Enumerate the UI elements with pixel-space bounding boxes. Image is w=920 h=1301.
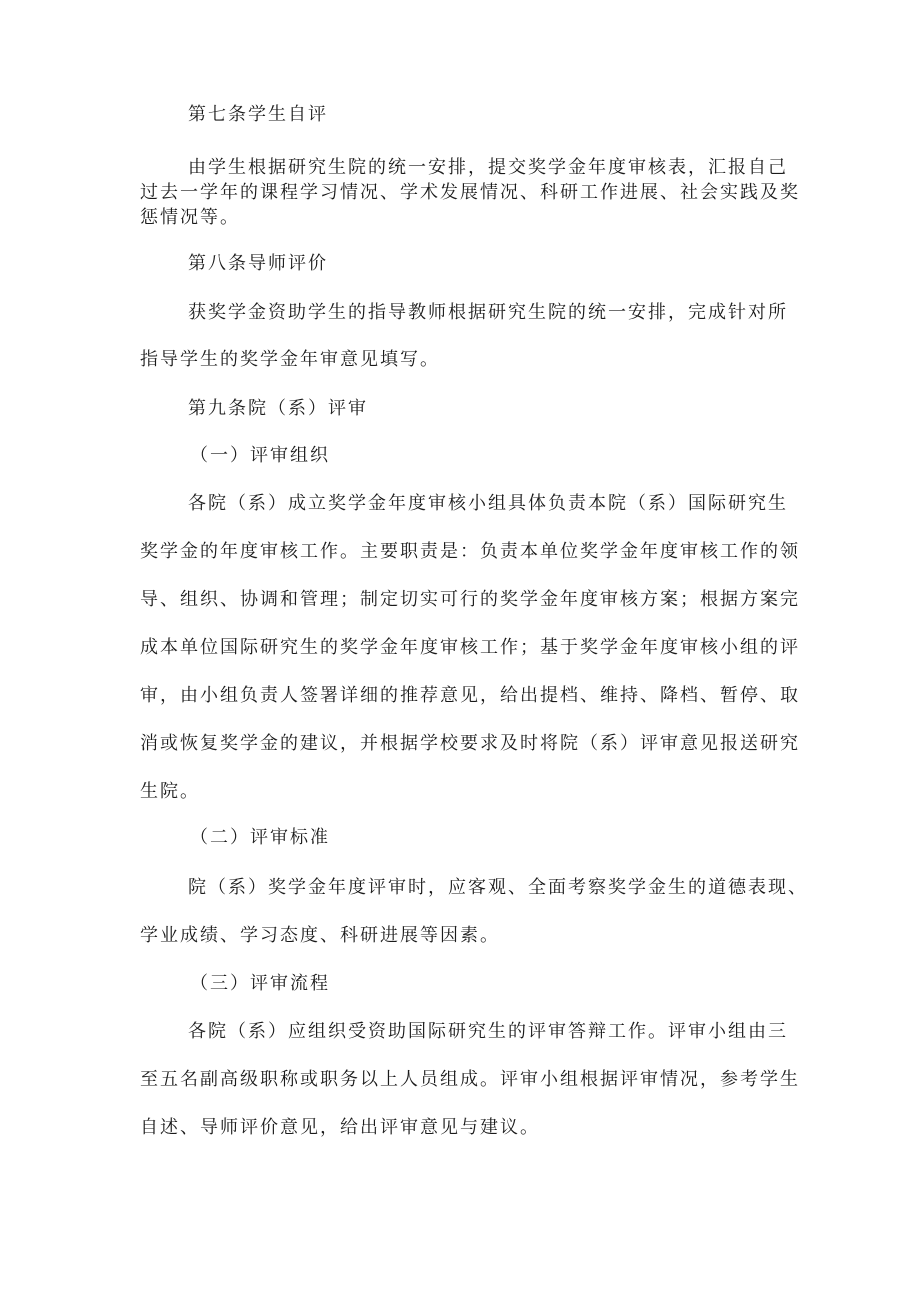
section-1-line-4: 成本单位国际研究生的奖学金年度审核工作；基于奖学金年度审核小组的评 — [140, 637, 800, 658]
section-3-heading: （三）评审流程 — [190, 973, 330, 994]
section-2-line-2: 学业成绩、学习态度、科研进展等因素。 — [140, 925, 500, 946]
article-7-line-2: 过去一学年的课程学习情况、学术发展情况、科研工作进展、社会实践及奖 — [140, 182, 800, 203]
section-3-line-1: 各院（系）应组织受资助国际研究生的评审答辩工作。评审小组由三 — [188, 1021, 788, 1042]
article-8-heading: 第八条导师评价 — [188, 253, 328, 274]
section-1-line-5: 审，由小组负责人签署详细的推荐意见，给出提档、维持、降档、暂停、取 — [140, 685, 800, 706]
section-2-line-1: 院（系）奖学金年度评审时，应客观、全面考察奖学金生的道德表现、 — [188, 877, 808, 898]
article-7-line-1: 由学生根据研究生院的统一安排，提交奖学金年度审核表，汇报自己 — [188, 157, 788, 178]
article-9-heading: 第九条院（系）评审 — [188, 398, 368, 419]
section-3-line-3: 自述、导师评价意见，给出评审意见与建议。 — [140, 1117, 540, 1138]
section-1-line-1: 各院（系）成立奖学金年度审核小组具体负责本院（系）国际研究生 — [188, 493, 788, 514]
article-7-line-3: 惩情况等。 — [140, 207, 240, 228]
section-1-line-3: 导、组织、协调和管理；制定切实可行的奖学金年度审核方案；根据方案完 — [140, 589, 800, 610]
section-1-heading: （一）评审组织 — [190, 445, 330, 466]
article-7-heading: 第七条学生自评 — [188, 104, 328, 125]
section-1-line-6: 消或恢复奖学金的建议，并根据学校要求及时将院（系）评审意见报送研究 — [140, 733, 800, 754]
section-3-line-2: 至五名副高级职称或职务以上人员组成。评审小组根据评审情况，参考学生 — [140, 1069, 800, 1090]
article-8-line-2: 指导学生的奖学金年审意见填写。 — [140, 349, 440, 370]
section-1-line-2: 奖学金的年度审核工作。主要职责是：负责本单位奖学金年度审核工作的领 — [140, 541, 800, 562]
section-1-line-7: 生院。 — [140, 781, 200, 802]
section-2-heading: （二）评审标准 — [190, 827, 330, 848]
article-8-line-1: 获奖学金资助学生的指导教师根据研究生院的统一安排，完成针对所 — [188, 302, 788, 323]
